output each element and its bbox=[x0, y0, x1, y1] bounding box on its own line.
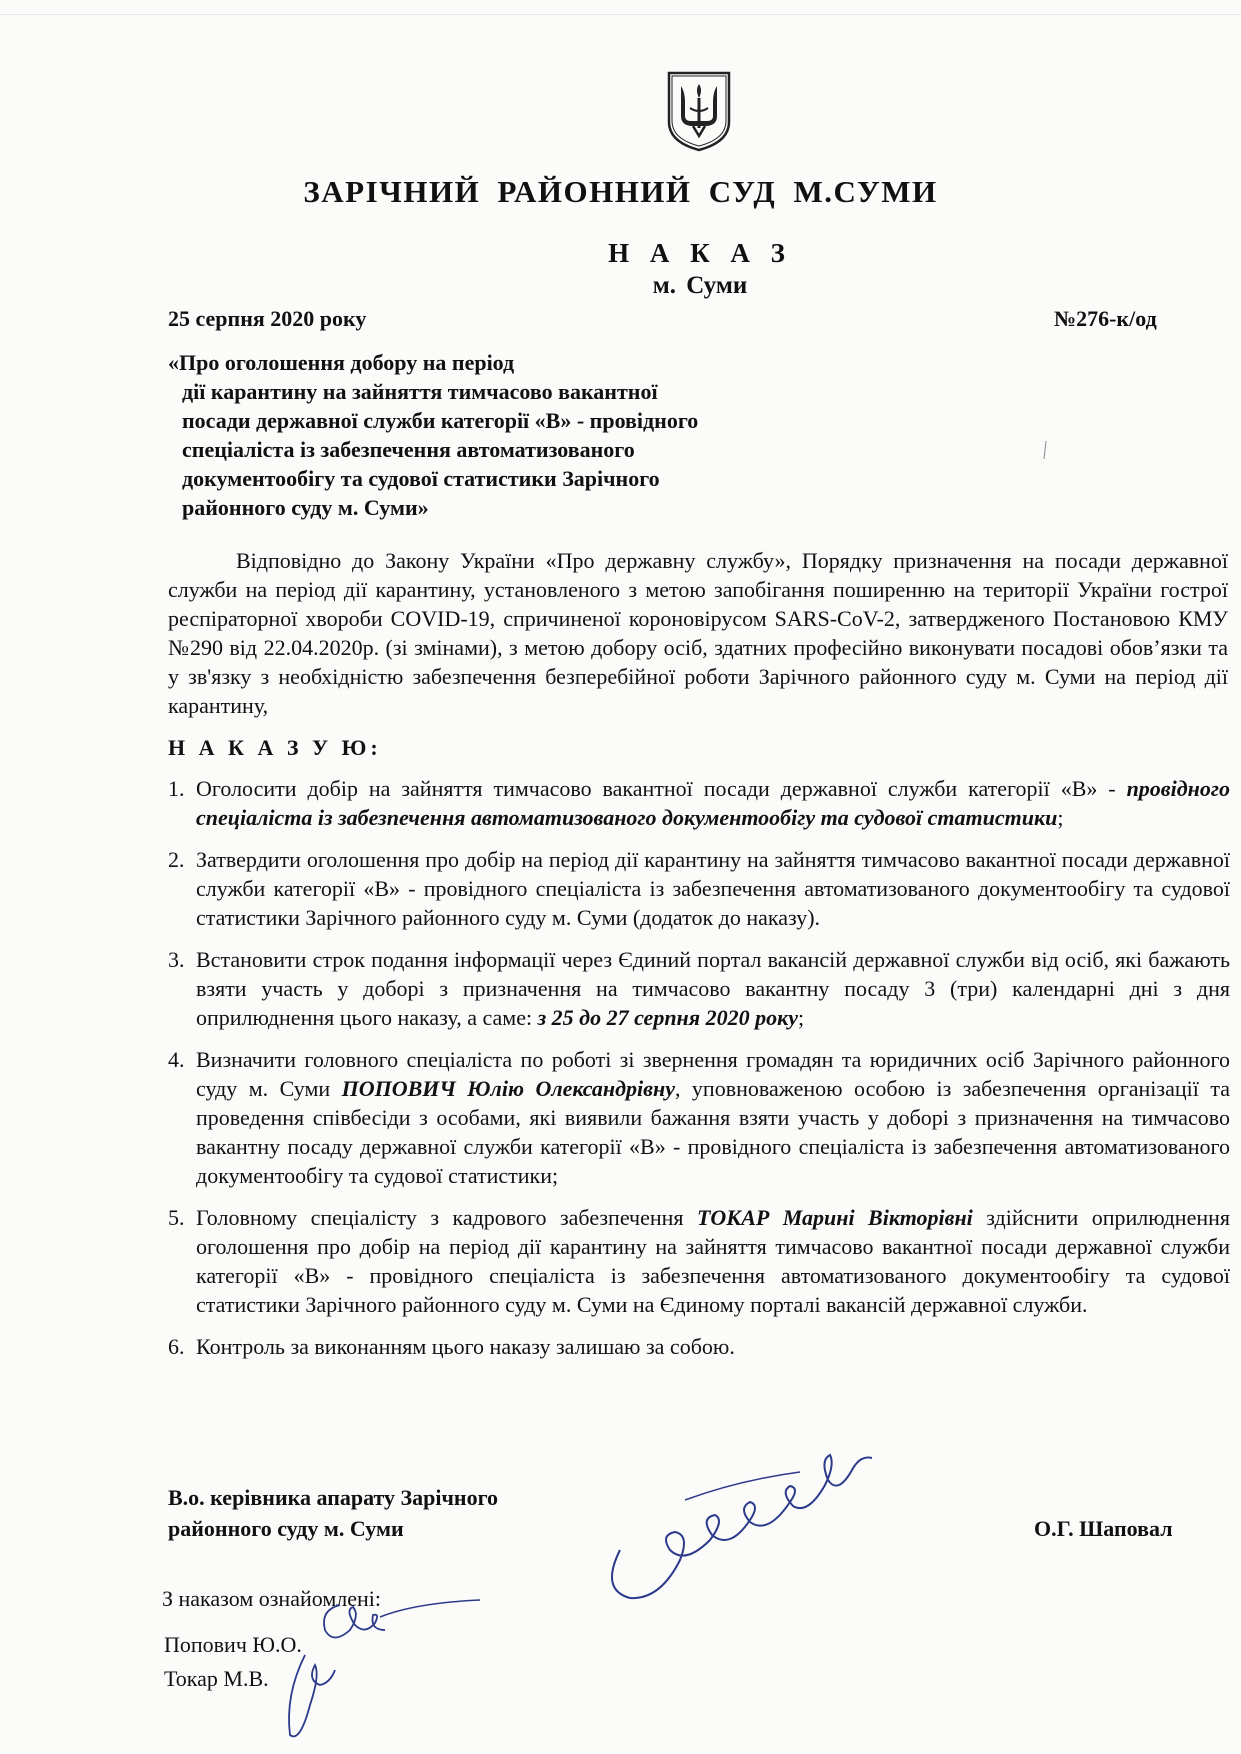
item-text-part: Оголосити добір на зайняття тимчасово вакантної посади державної служби категорії «В» - bbox=[196, 776, 1127, 801]
item-emphasis: з 25 до 27 серпня 2020 року bbox=[537, 1005, 799, 1030]
signer-position-line: районного суду м. Суми bbox=[168, 1516, 404, 1541]
item-number: 4. bbox=[168, 1047, 185, 1072]
item-text-part: ; bbox=[1057, 805, 1064, 830]
subject-line: «Про оголошення добору на період bbox=[168, 350, 515, 375]
order-item-6 bbox=[168, 1332, 1230, 1361]
item-text-part: Визначити головного спеціаліста по роботі зі звернення громадян та юридичних осіб Зарічного районного суду м. Суми bbox=[196, 1047, 1230, 1101]
item-text-part: Затвердити оголошення про добір на період дії карантину на зайняття тимчасово вакантної посади державної служби категорії «В» - провідного спеціаліста із забезпечення автоматизованого документообігу та судової статистики Зарічного районного суду м. Суми (додаток до наказу). bbox=[196, 847, 1230, 930]
item-text-part: ; bbox=[798, 1005, 805, 1030]
subject-line: дії карантину на зайняття тимчасово вакантної bbox=[182, 379, 658, 404]
order-item-4 bbox=[168, 1045, 1230, 1190]
item-text-part: , уповноваженою особою із забезпечення організації та проведення співбесіди з особами, які виявили бажання взяти участь у доборі з призначення на тимчасово вакантну посаду державної служби категорії «В» - провідного спеціаліста із забезпечення автоматизованого документообігу та судової статистики; bbox=[196, 1076, 1230, 1188]
item-text-part: Встановити строк подання інформації через Єдиний портал вакансій державної служби від осіб, які бажають взяти участь у доборі з призначення на тимчасово вакантну посаду 3 (три) календарні дні з дня оприлюднення цього наказу, а саме: bbox=[196, 947, 1230, 1030]
order-item-1 bbox=[168, 774, 1230, 832]
order-number: №276-к/од bbox=[1054, 306, 1157, 331]
item-text bbox=[196, 945, 1230, 1032]
order-item-3 bbox=[168, 945, 1230, 1032]
preamble-paragraph: Відповідно до Закону України «Про державну службу», Порядку призначення на посади державної служби на період дії карантину, установленого з метою запобігання поширенню на території України гострої респіраторної хвороби COVID-19, спричиненої короновірусом SARS-CoV-2, затвердженого Постановою КМУ №290 від 22.04.2020р. (зі змінами), з метою добору осіб, здатних професійно виконувати посадові обов’язки та у зв'язку з необхідністю забезпечення безперебійної роботи Зарічного районного суду м. Суми на період дії карантину, bbox=[168, 548, 1228, 718]
acquainted-person: Токар М.В. bbox=[164, 1666, 269, 1691]
order-item-5 bbox=[168, 1203, 1230, 1319]
trident-coat-of-arms-icon bbox=[666, 70, 732, 152]
item-text-part: Головному спеціалісту з кадрового забезпечення bbox=[196, 1205, 697, 1230]
item-emphasis: ТОКАР Марині Вікторівні bbox=[696, 1205, 973, 1230]
item-text bbox=[196, 845, 1230, 932]
item-text bbox=[196, 1045, 1230, 1190]
acquainted-person: Попович Ю.О. bbox=[164, 1632, 302, 1657]
handwritten-initials bbox=[265, 1585, 495, 1745]
acquaintance-label: З наказом ознайомлені: bbox=[162, 1586, 381, 1611]
subject-line: районного суду м. Суми» bbox=[182, 495, 429, 520]
order-item-2 bbox=[168, 845, 1230, 932]
signer-position bbox=[168, 1482, 498, 1544]
item-text-part: Контроль за виконанням цього наказу залишаю за собою. bbox=[196, 1334, 735, 1359]
item-text bbox=[196, 774, 1230, 832]
decree-heading: Н А К А З У Ю: bbox=[168, 735, 382, 760]
page-edge-line bbox=[0, 14, 1241, 15]
signer-name: О.Г. Шаповал bbox=[1034, 1516, 1173, 1541]
subject-line: документообігу та судової статистики Зарічного bbox=[182, 466, 660, 491]
court-name: ЗАРІЧНИЙ РАЙОННИЙ СУД М.СУМИ bbox=[303, 174, 938, 209]
item-text bbox=[196, 1203, 1230, 1319]
item-number: 6. bbox=[168, 1334, 185, 1359]
item-text-part: здійснити оприлюднення оголошення про добір на період дії карантину на зайняття тимчасово вакантної посади державної служби категорії «В» - провідного спеціаліста із забезпечення автоматизованого документообігу та судової статистики Зарічного районного суду м. Суми на Єдиному порталі вакансій державної служби. bbox=[196, 1205, 1231, 1317]
item-number: 2. bbox=[168, 847, 185, 872]
margin-pen-mark bbox=[1042, 440, 1048, 460]
item-emphasis: ПОПОВИЧ Юлію Олександрівну bbox=[341, 1076, 675, 1101]
subject-line: спеціаліста із забезпечення автоматизованого bbox=[182, 437, 635, 462]
item-emphasis: провідного спеціаліста із забезпечення автоматизованого документообігу та судової статистики bbox=[196, 776, 1230, 830]
order-items-list bbox=[168, 774, 1230, 1374]
item-text bbox=[196, 1332, 1230, 1361]
subject-line: посади державної служби категорії «В» - провідного bbox=[182, 408, 699, 433]
item-number: 1. bbox=[168, 776, 185, 801]
order-subject bbox=[168, 348, 788, 522]
order-date: 25 серпня 2020 року bbox=[168, 306, 367, 331]
document-type: Н А К А З bbox=[608, 238, 792, 268]
handwritten-signature bbox=[590, 1440, 890, 1605]
document-city: м. Суми bbox=[652, 272, 748, 299]
signer-position-line: В.о. керівника апарату Зарічного bbox=[168, 1485, 499, 1510]
item-number: 5. bbox=[168, 1205, 185, 1230]
item-number: 3. bbox=[168, 947, 185, 972]
